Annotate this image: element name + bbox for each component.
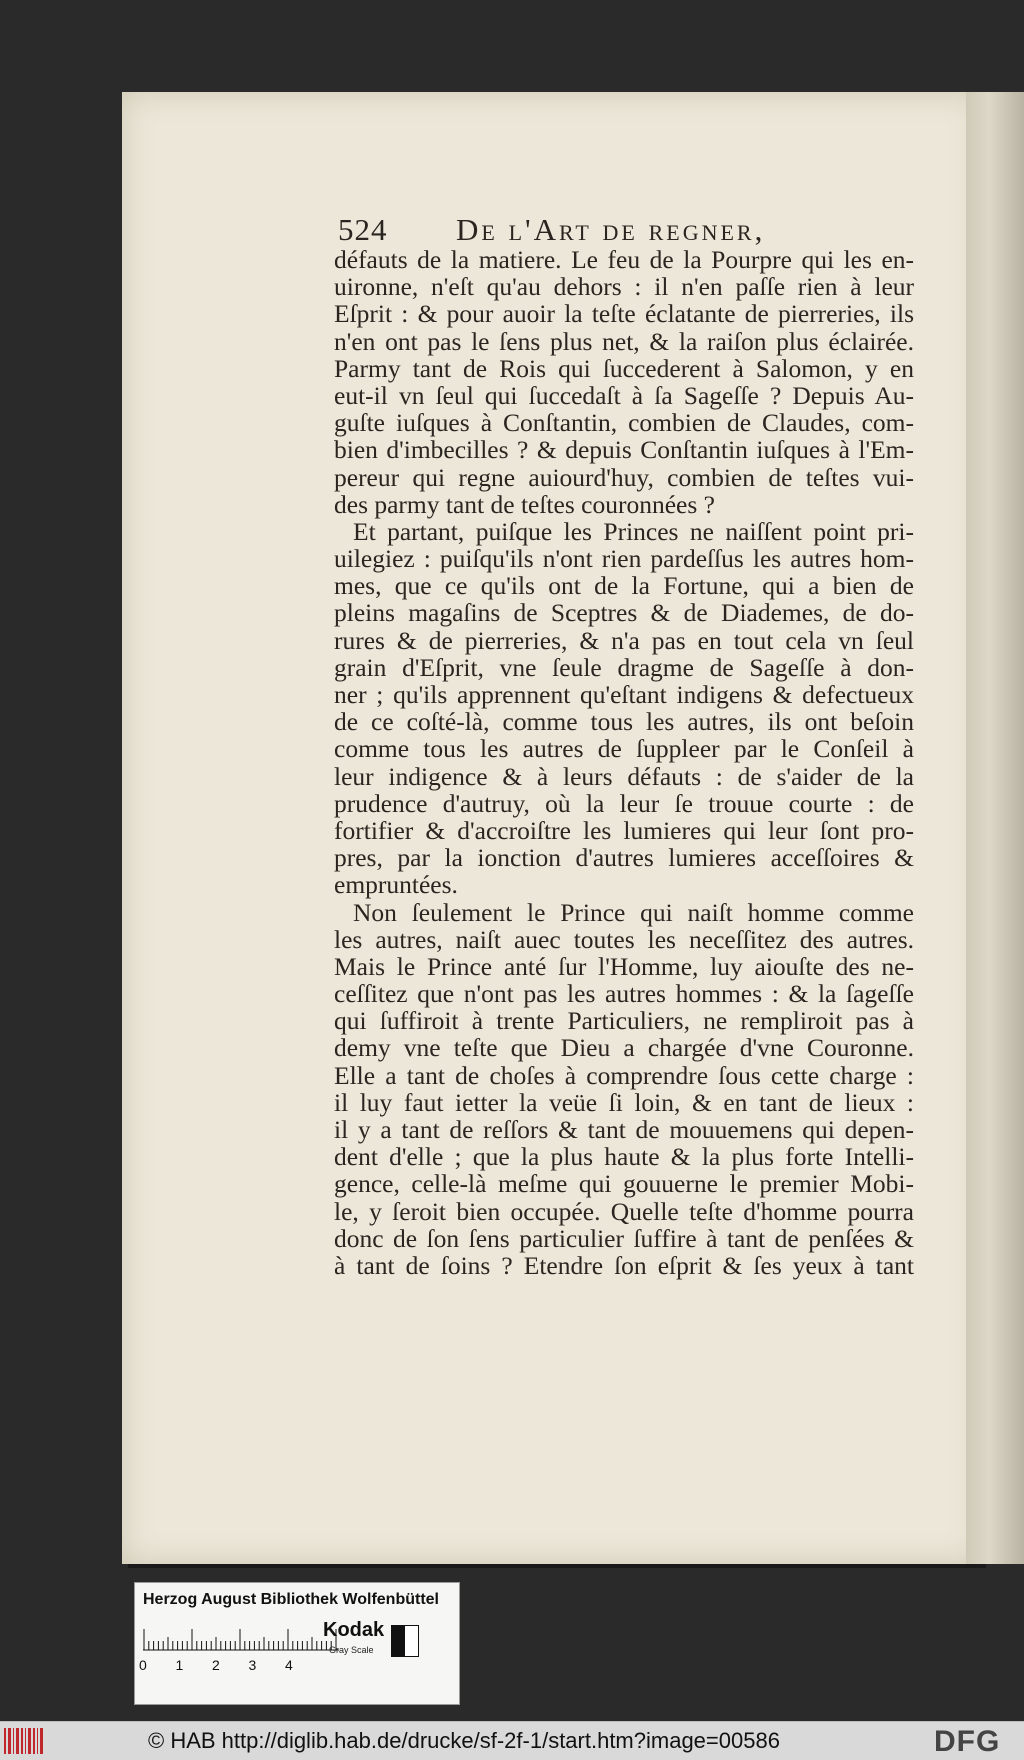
text-line: Non ſeulement le Prince qui naiſt homme comme (353, 897, 914, 927)
text-line: qui ſuffiroit à trente Particuliers, ne rempliroit pas à (334, 1006, 914, 1036)
text-line: Eſprit : & pour auoir la teſte éclatante de pierreries, ils (334, 299, 914, 329)
text-line: Mais le Prince anté ſur l'Homme, luy aiouſte des ne- (334, 951, 914, 981)
text-line: pleins magaſins de Sceptres & de Diademes, de do- (334, 598, 914, 628)
footer-bar (0, 1721, 1024, 1760)
text-line: leur indigence & à leurs défauts : de s'aider de la (334, 761, 914, 791)
text-line: empruntées. (334, 870, 458, 900)
text-line: Parmy tant de Rois qui ſuccederent à Salomon, y en (334, 353, 914, 383)
kodak-subtitle: Gray Scale (329, 1645, 374, 1655)
text-line: il y a tant de reſſors & tant de mouuemens qui depen- (334, 1115, 914, 1144)
credit-link[interactable]: © HAB http://diglib.hab.de/drucke/sf-2f-1/start.htm?image=00586 (148, 1728, 780, 1753)
text-line: de ce coſté-là, comme tous les autres, ils ont beſoin (334, 707, 914, 737)
text-line: il luy faut ietter la veüe ſi loin, & en tant de lieux : (334, 1087, 914, 1117)
text-line: rures & de pierreries, & n'a pas en tout cela vn ſeul (334, 625, 914, 655)
ruler-scale (143, 1621, 339, 1651)
text-line: ner ; qu'ils apprennent qu'eſtant indigens & defectueux (334, 680, 914, 709)
running-header (338, 212, 765, 248)
ruler-number: 1 (175, 1657, 184, 1673)
barcode-icon (4, 1728, 44, 1754)
text-line: prudence d'autruy, où la leur ſe trouue courte : de (334, 788, 914, 818)
institution-name: Herzog August Bibliothek Wolfenbüttel (143, 1591, 439, 1608)
text-line: uironne, n'eſt qu'au dehors : il n'en paſſe rien à leur (334, 272, 914, 302)
running-title: De l'Art de regner, (456, 212, 766, 247)
text-line: eut-il vn ſeul qui ſuccedaſt à ſa Sageſſe ? Depuis Au- (334, 380, 914, 410)
ruler-number: 0 (139, 1657, 147, 1673)
ruler-number: 3 (248, 1657, 257, 1673)
next-page-edge (966, 92, 1024, 1564)
text-line: dent d'elle ; que la plus haute & la plus forte Intelli- (334, 1142, 914, 1172)
text-line: ceſſitez que n'ont pas les autres hommes : & la ſageſſe (334, 979, 914, 1009)
library-label (134, 1582, 460, 1705)
text-line: à tant de ſoins ? Etendre ſon eſprit & ſes yeux à tant (334, 1250, 914, 1280)
text-line: gence, celle-là meſme qui gouuerne le premier Mobi- (334, 1169, 914, 1199)
gray-scale-swatch (391, 1625, 419, 1657)
text-line: pereur qui regne auiourd'huy, combien de teſtes vui- (334, 462, 914, 492)
text-line: Elle a tant de choſes à comprendre ſous cette charge : (334, 1060, 914, 1090)
text-line: n'en ont pas le ſens plus net, & la raiſon plus éclairée. (334, 326, 914, 356)
text-line: fortifier & d'accroiſtre les lumieres qui leur ſont pro- (334, 815, 914, 845)
text-line: demy vne teſte que Dieu a chargée d'vne Couronne. (334, 1033, 914, 1063)
kodak-brand: Kodak (323, 1619, 385, 1641)
body-text (334, 246, 914, 1279)
text-line: des parmy tant de teſtes couronnées ? (334, 489, 715, 519)
text-line: grain d'Eſprit, vne ſeule dragme de Sageſſe à don- (334, 652, 914, 682)
text-line: guſte iuſques à Conſtantin, combien de Claudes, com- (334, 408, 914, 438)
dfg-logo: DFG (934, 1725, 1001, 1758)
text-line: comme tous les autres de ſuppleer par le Conſeil à (334, 734, 914, 764)
text-line: bien d'imbecilles ? & depuis Conſtantin iuſques à l'Em- (334, 435, 914, 465)
ruler-number: 2 (212, 1657, 220, 1673)
text-line: les autres, naiſt auec toutes les neceſſitez des autres. (334, 924, 914, 954)
ruler-number: 4 (285, 1657, 293, 1673)
text-line: défauts de la matiere. Le feu de la Pourpre qui les en- (334, 245, 914, 274)
text-line: donc de ſon ſens particulier ſuffire à tant de penſées & (334, 1223, 914, 1253)
text-line: le, y ſeroit bien occupée. Quelle teſte d'homme pourra (334, 1196, 914, 1226)
text-line: uilegiez : puiſqu'ils n'ont rien pardeſſus les autres hom- (334, 544, 914, 574)
text-line: pres, par la ionction d'autres lumieres acceſſoires & (334, 843, 914, 873)
text-line: Et partant, puiſque les Princes ne naiſſent point pri- (353, 516, 914, 546)
text-line: mes, que ce qu'ils ont de la Fortune, qui a bien de (334, 571, 914, 601)
page-number: 524 (338, 212, 388, 247)
